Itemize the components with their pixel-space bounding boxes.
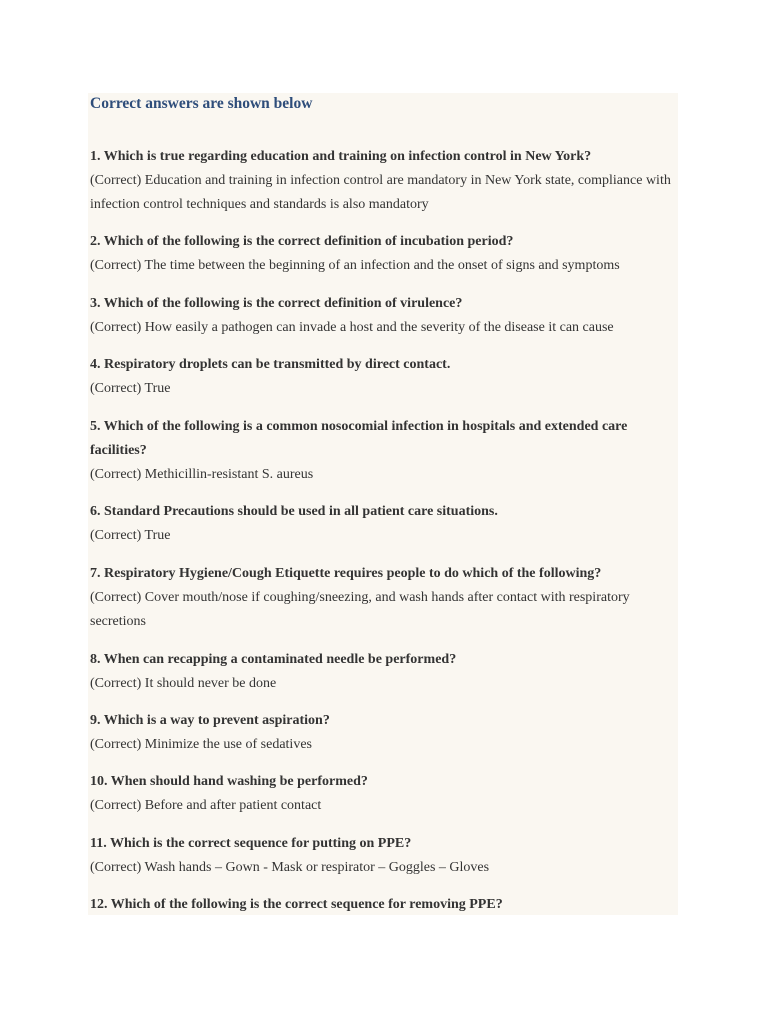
answer-text: (Correct) The time between the beginning of an infection and the onset of signs and symptoms [90,258,620,273]
question-item [90,292,672,340]
question-text: 3. Which of the following is the correct definition of virulence? [90,296,463,311]
question-text: 9. Which is a way to prevent aspiration? [90,713,330,728]
answer-text: (Correct) Before and after patient contact [90,798,322,813]
question-text: 12. Which of the following is the correct sequence for removing PPE? [90,897,503,912]
question-item [90,230,672,278]
question-item [90,562,672,634]
question-item [90,770,672,818]
question-text: 1. Which is true regarding education and training on infection control in New York? [90,149,592,164]
answer-text: (Correct) Cover mouth/nose if coughing/sneezing, and wash hands after contact with respiratory secretions [90,590,630,629]
question-item [90,893,672,915]
question-text: 6. Standard Precautions should be used in all patient care situations. [90,504,498,519]
question-item [90,415,672,487]
answer-text: (Correct) True [90,528,171,543]
question-text: 8. When can recapping a contaminated needle be performed? [90,652,457,667]
answers-panel [88,93,678,915]
question-item [90,709,672,757]
question-text: 10. When should hand washing be performed? [90,774,368,789]
answer-text: (Correct) How easily a pathogen can invade a host and the severity of the disease it can cause [90,320,614,335]
page-heading: Correct answers are shown below [90,95,313,112]
question-text: 7. Respiratory Hygiene/Cough Etiquette requires people to do which of the following? [90,566,602,581]
question-item [90,500,672,548]
question-item [90,145,672,217]
answer-text: (Correct) Wash hands – Gown - Mask or respirator – Goggles – Gloves [90,860,490,875]
question-item [90,353,672,401]
question-item [90,648,672,696]
answer-text: (Correct) Methicillin-resistant S. aureus [90,467,314,482]
question-item [90,832,672,880]
question-text: 2. Which of the following is the correct definition of incubation period? [90,234,514,249]
answer-text: (Correct) Education and training in infection control are mandatory in New York state, compliance with infection control techniques and standards is also mandatory [90,173,671,212]
question-text: 11. Which is the correct sequence for putting on PPE? [90,836,412,851]
answer-text: (Correct) True [90,381,171,396]
answer-text: (Correct) It should never be done [90,676,277,691]
question-text: 4. Respiratory droplets can be transmitted by direct contact. [90,357,451,372]
answer-text: (Correct) Minimize the use of sedatives [90,737,312,752]
question-text: 5. Which of the following is a common nosocomial infection in hospitals and extended care facilities? [90,419,628,458]
